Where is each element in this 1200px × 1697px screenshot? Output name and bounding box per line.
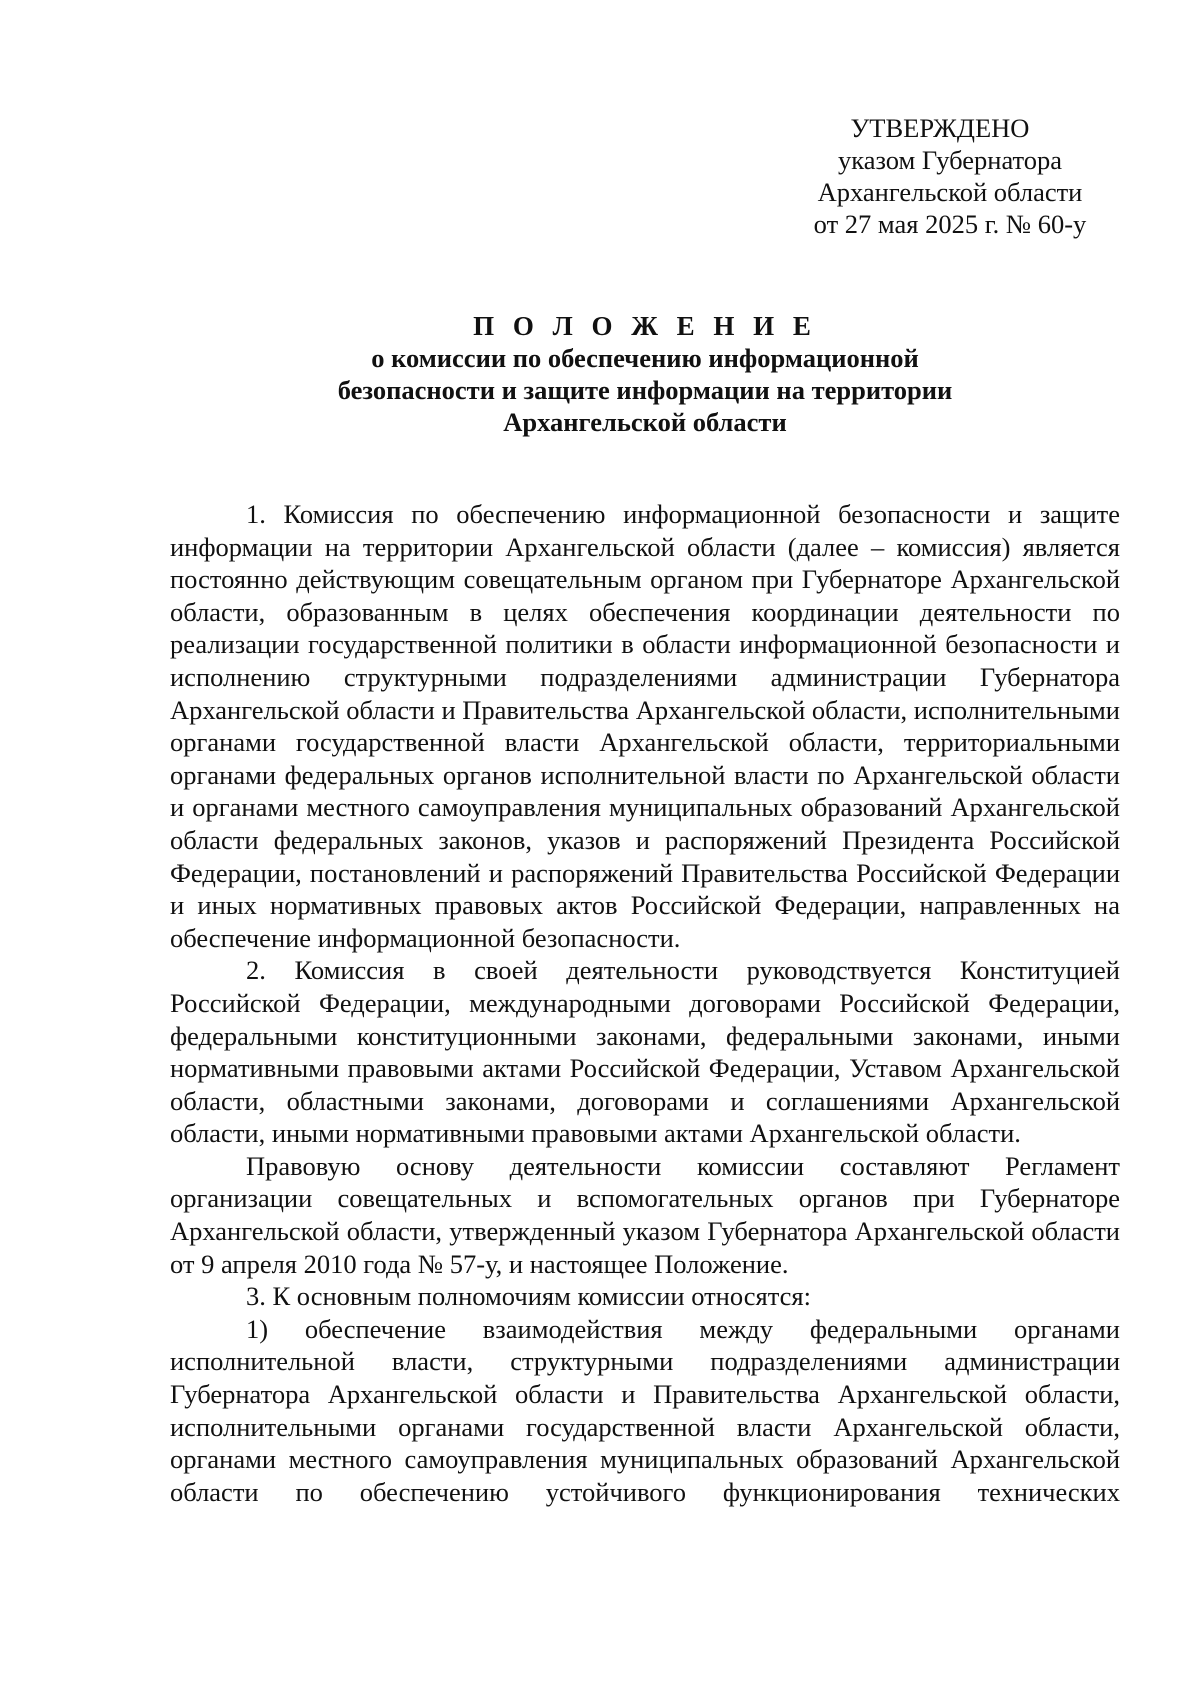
approval-heading: УТВЕРЖДЕНО bbox=[850, 113, 1030, 143]
document-subtitle-line-3: Архангельской области bbox=[503, 407, 787, 437]
paragraph-1: 1. Комиссия по обеспечению информационной безопасности и защите информации на территории Архангельской области (далее – комиссия) является постоянно действующим совещательным органом при Губернаторе Архангельской области, образованным в целях обеспечения координации деятельности по реализации государственной политики в области информационной безопасности и исполнению структурными подразделениями администрации Губернатора Архангельской области и Правительства Архангельской области, исполнительными органами государственной власти Архангельской области, территориальными органами федеральных органов исполнительной власти по Архангельской области и органами местного самоуправления муниципальных образований Архангельской области федеральных законов, указов и распоряжений Президента Российской Федерации, постановлений и распоряжений Правительства Российской Федерации и иных нормативных правовых актов Российской Федерации, направленных на обеспечение информационной безопасности. bbox=[170, 499, 1120, 953]
document-title: П О Л О Ж Е Н И Е bbox=[473, 311, 817, 341]
document-subtitle-line-1: о комиссии по обеспечению информационной bbox=[371, 343, 919, 373]
paragraph-legal-basis: Правовую основу деятельности комиссии составляют Регламент организации совещательных и вспомогательных органов при Губернаторе Архангельской области, утвержденный указом Губернатора Архангельской области от 9 апреля 2010 года № 57-у, и настоящее Положение. bbox=[170, 1150, 1120, 1279]
approval-issuer: указом Губернатора bbox=[837, 145, 1063, 175]
paragraph-3-item-1: 1) обеспечение взаимодействия между федеральными органами исполнительной власти, структурными подразделениями администрации Губернатора Архангельской области и Правительства Архангельской области, исполнительными органами государственной власти Архангельской области, органами местного самоуправления муниципальных образований Архангельской области по обеспечению устойчивого функционирования технических bbox=[170, 1313, 1120, 1507]
document-body bbox=[170, 498, 1120, 1508]
approval-date-number: от 27 мая 2025 г. № 60-у bbox=[813, 209, 1087, 239]
paragraph-2: 2. Комиссия в своей деятельности руководствуется Конституцией Российской Федерации, международными договорами Российской Федерации, федеральными конституционными законами, федеральными законами, иными нормативными правовыми актами Российской Федерации, Уставом Архангельской области, областными законами, договорами и соглашениями Архангельской области, иными нормативными правовыми актами Архангельской области. bbox=[170, 955, 1120, 1149]
paragraph-3: 3. К основным полномочиям комиссии относятся: bbox=[246, 1281, 811, 1312]
approval-stamp bbox=[780, 112, 1120, 240]
approval-region: Архангельской области bbox=[817, 177, 1083, 207]
document-title-block bbox=[170, 310, 1120, 438]
document-subtitle-line-2: безопасности и защите информации на территории bbox=[337, 375, 953, 405]
